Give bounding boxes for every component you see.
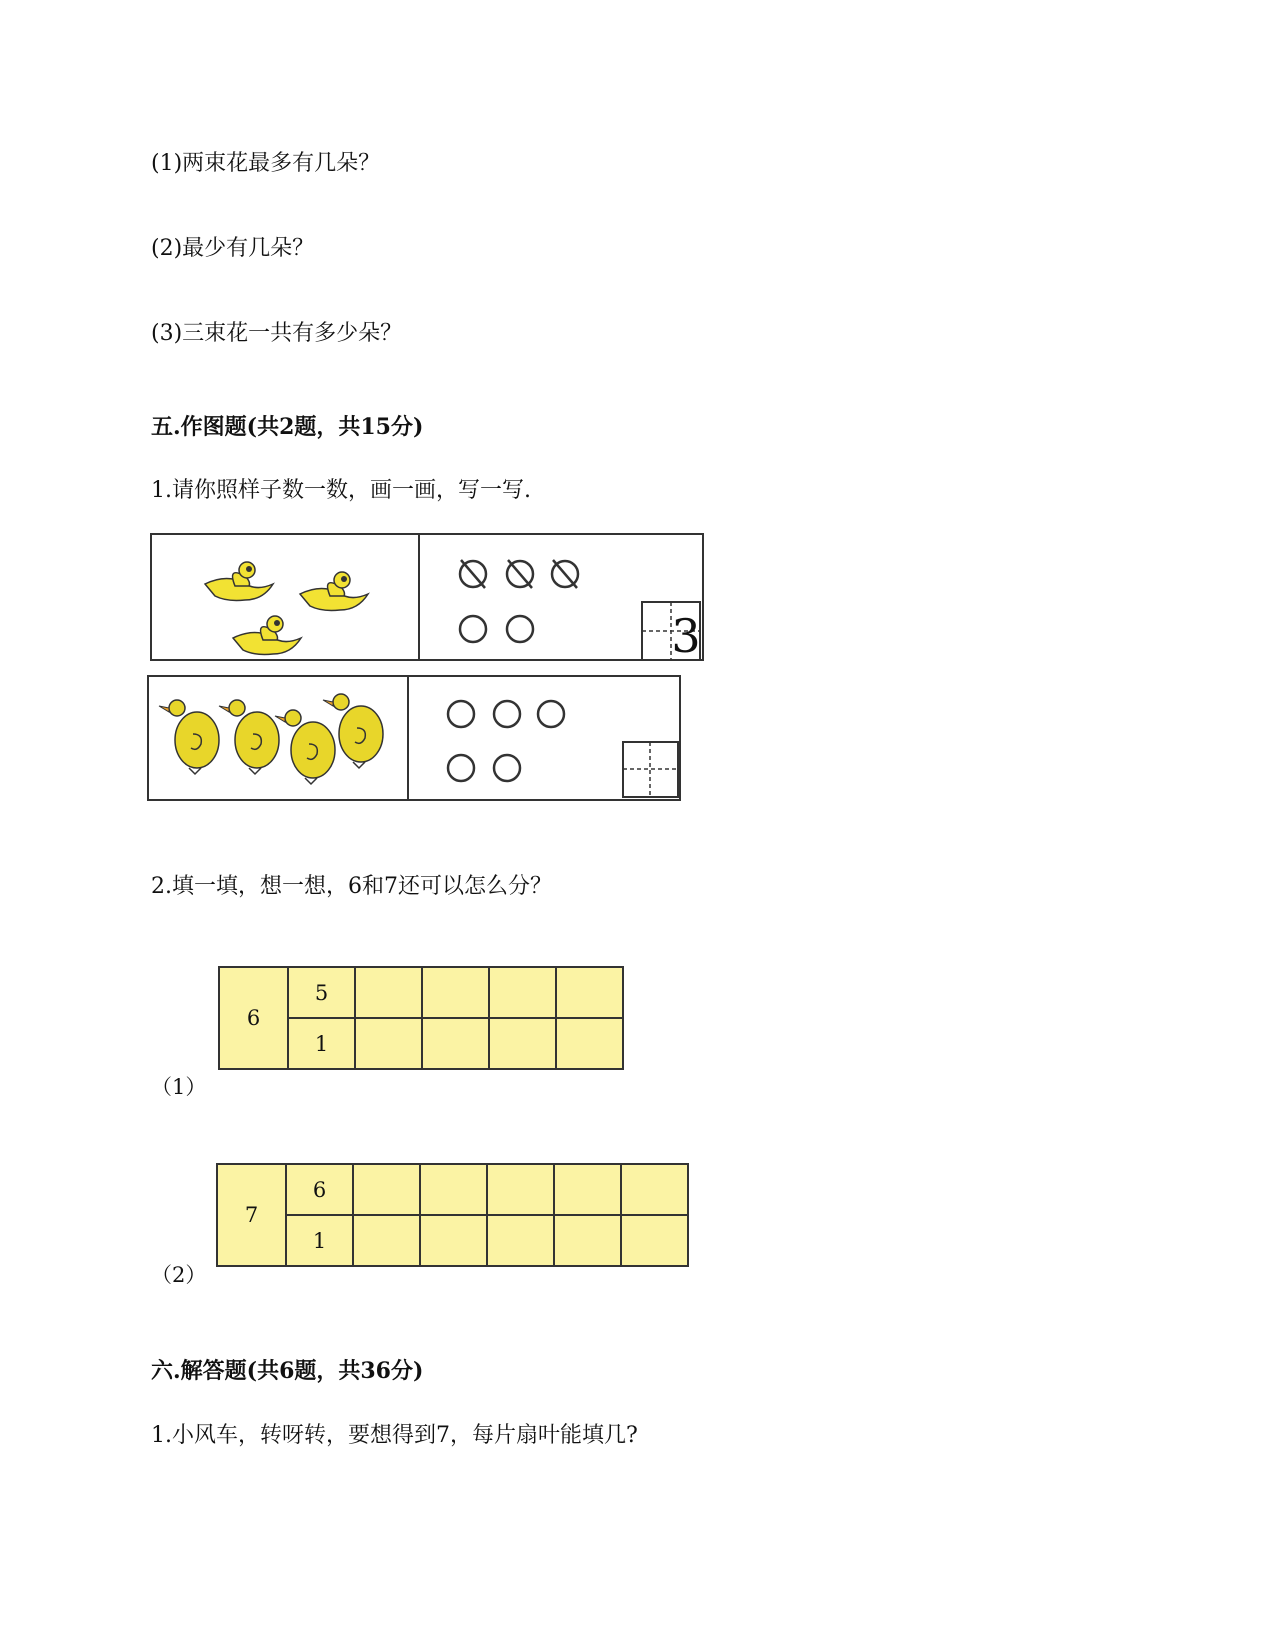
section6-q1-text: 1.小风车，转呀转，要想得到7，每片扇叶能填几?	[151, 1423, 638, 1448]
split-table-6	[218, 966, 624, 1070]
answer-cell[interactable]	[353, 1215, 420, 1266]
question-min-flowers: (2)最少有几朵？	[151, 236, 315, 261]
question-total-flowers: (3)三束花一共有多少朵？	[151, 321, 403, 346]
answer-box-row2	[623, 742, 678, 797]
duck-icon	[275, 710, 335, 784]
section6-title: 六.解答题(共6题，共36分)	[151, 1358, 424, 1384]
answer-cell[interactable]	[487, 1215, 554, 1266]
duck-icon	[159, 700, 219, 774]
top-cell: 5	[288, 967, 355, 1018]
answer-cell[interactable]	[556, 967, 623, 1018]
whole-cell: 6	[219, 967, 288, 1069]
question-max-flowers: (1)两束花最多有几朵？	[151, 151, 381, 176]
circle-icon	[460, 616, 533, 642]
answer-cell[interactable]	[355, 1018, 422, 1069]
answer-cell[interactable]	[554, 1215, 621, 1266]
circle-icon	[448, 701, 564, 781]
section5-q2-text: 2.填一填，想一想，6和7还可以怎么分？	[151, 874, 552, 899]
answer-cell[interactable]	[556, 1018, 623, 1069]
bird-icon	[205, 562, 273, 601]
answer-row1-number: 3	[671, 609, 701, 663]
answer-cell[interactable]	[422, 967, 489, 1018]
crossed-circle-icon	[460, 560, 578, 588]
answer-cell[interactable]	[621, 1215, 688, 1266]
answer-cell[interactable]	[420, 1164, 487, 1215]
duck-icon	[219, 700, 279, 774]
bottom-cell: 1	[286, 1215, 353, 1266]
top-cell: 6	[286, 1164, 353, 1215]
section5-q1-text: 1.请你照样子数一数，画一画，写一写.	[151, 478, 531, 503]
answer-cell[interactable]	[422, 1018, 489, 1069]
answer-cell[interactable]	[353, 1164, 420, 1215]
answer-cell[interactable]	[487, 1164, 554, 1215]
table2-label: （2）	[151, 1263, 207, 1287]
answer-box-row1	[642, 602, 701, 663]
bird-icon	[233, 616, 301, 655]
table1-label: （1）	[151, 1075, 207, 1099]
answer-cell[interactable]	[489, 967, 556, 1018]
split-table-7	[216, 1163, 689, 1267]
bottom-cell: 1	[288, 1018, 355, 1069]
whole-cell: 7	[217, 1164, 286, 1266]
answer-cell[interactable]	[489, 1018, 556, 1069]
answer-cell[interactable]	[355, 967, 422, 1018]
bird-icon	[300, 572, 368, 611]
counting-figure	[145, 526, 711, 816]
section5-title: 五.作图题(共2题，共15分)	[151, 414, 424, 440]
answer-cell[interactable]	[621, 1164, 688, 1215]
answer-cell[interactable]	[420, 1215, 487, 1266]
answer-cell[interactable]	[554, 1164, 621, 1215]
